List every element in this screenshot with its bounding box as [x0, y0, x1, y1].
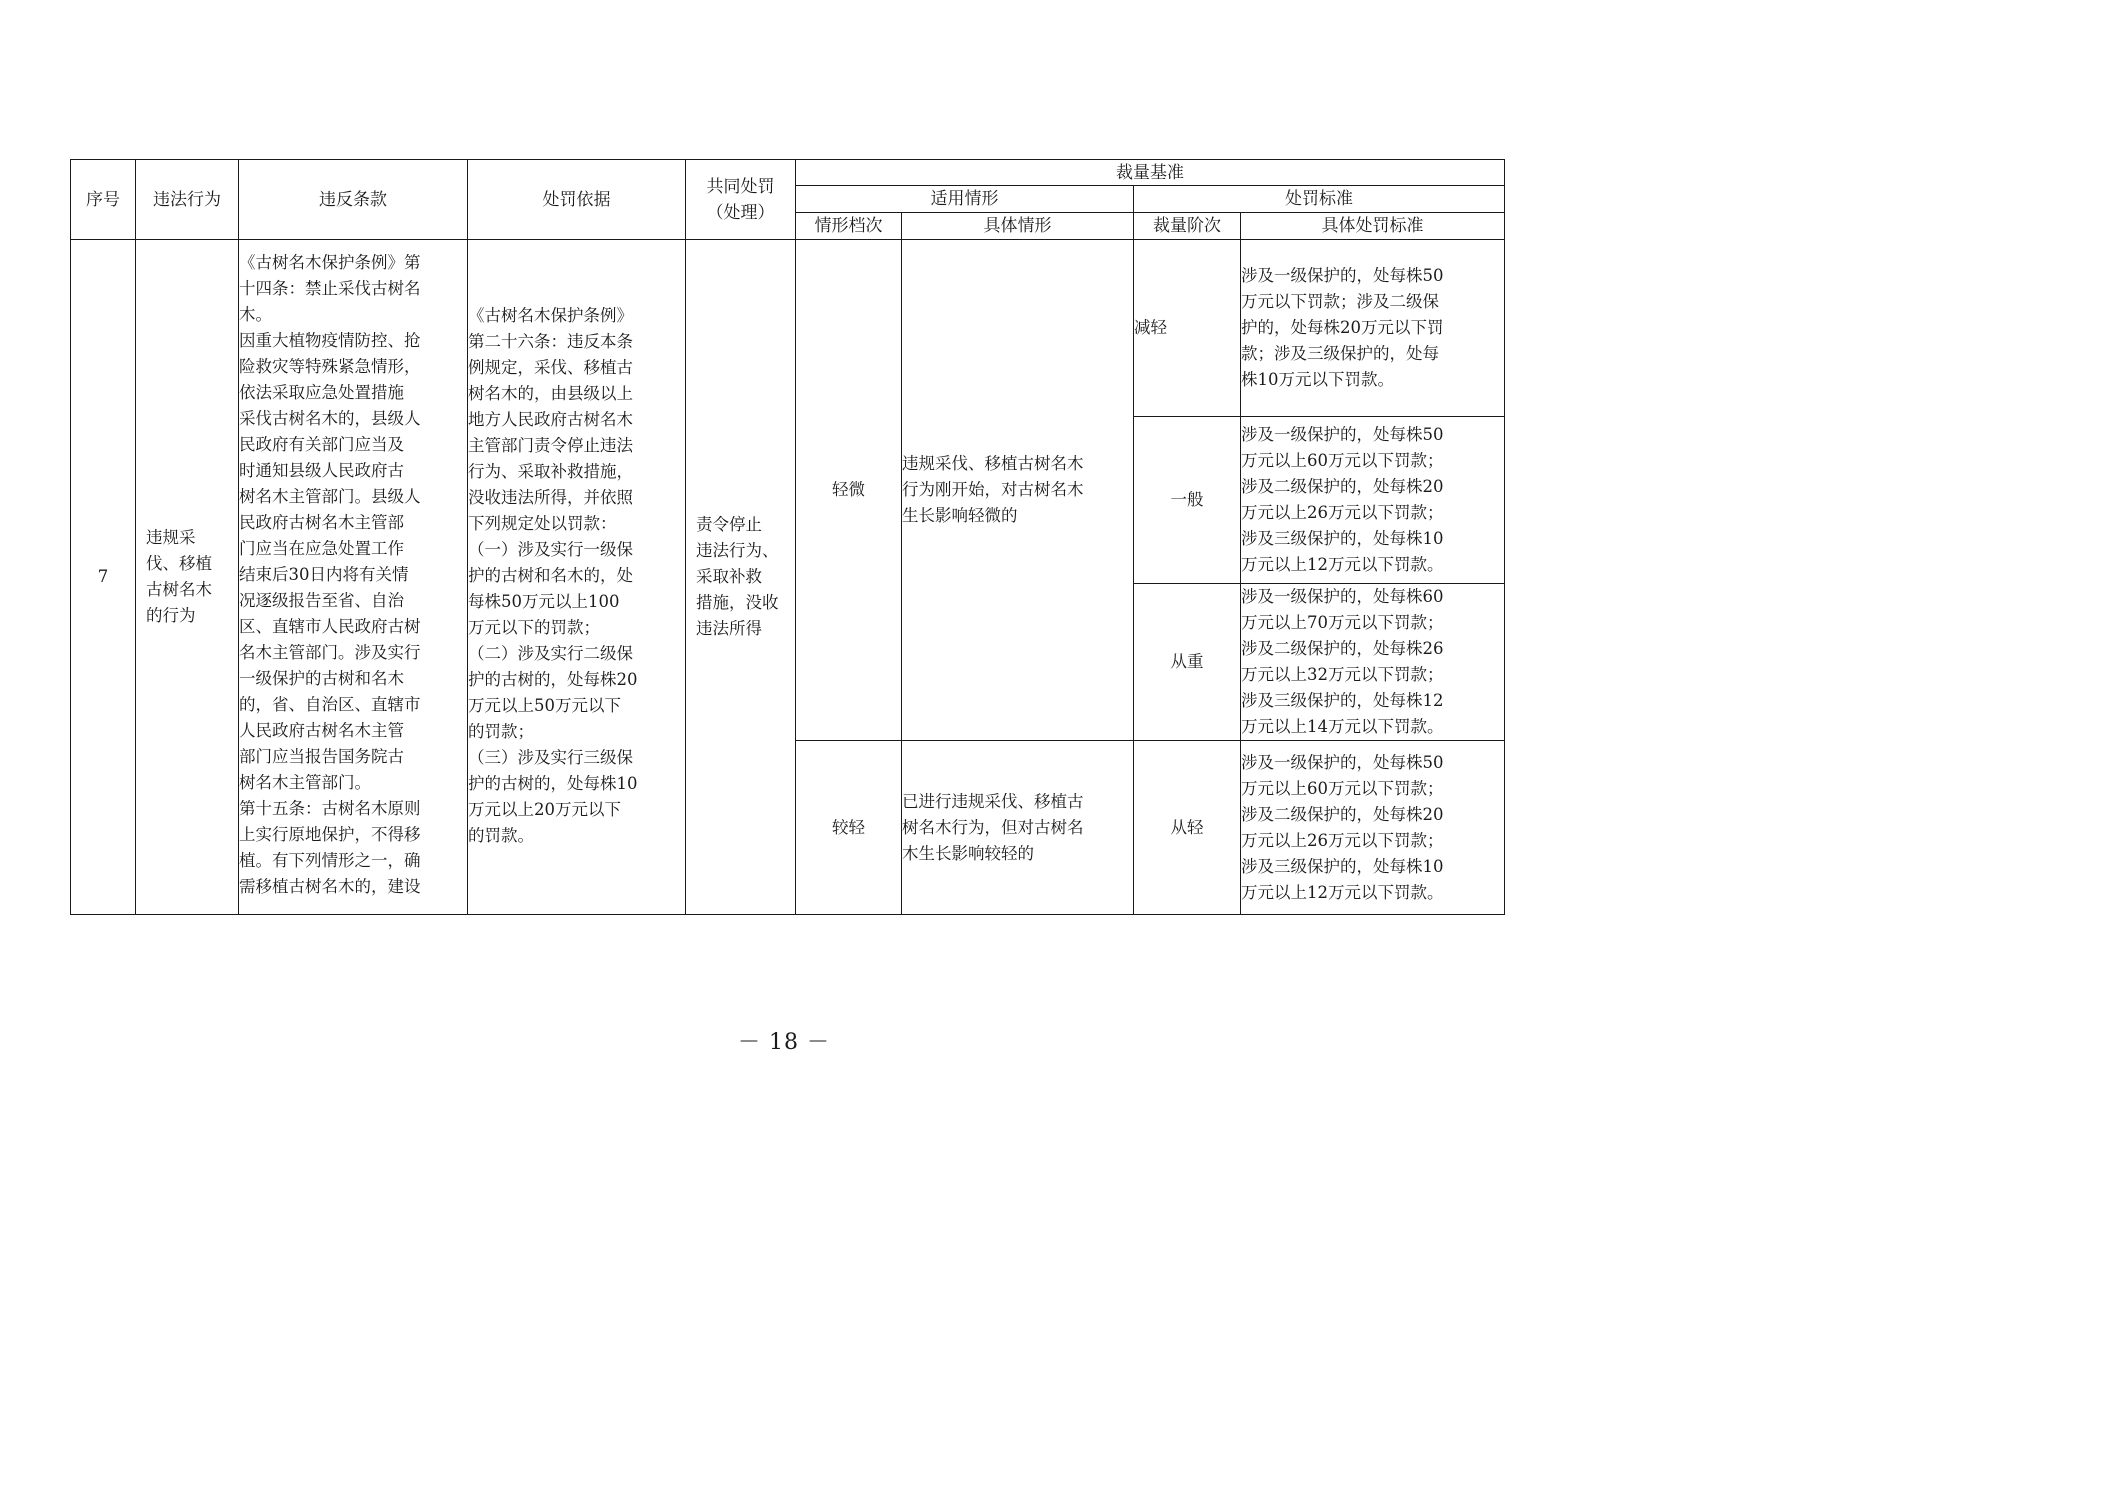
header-seq: 序号: [71, 160, 136, 240]
header-common-penalty: 共同处罚 （处理）: [686, 160, 796, 240]
situation-detail: 已进行违规采伐、移植古 树名木行为，但对古树名 木生长影响较轻的: [902, 741, 1134, 915]
header-grade: 裁量阶次: [1134, 213, 1241, 240]
header-discretion: 裁量基准: [796, 160, 1505, 186]
table-row: [71, 240, 1505, 417]
penalty-standard: 涉及一级保护的，处每株50 万元以上60万元以下罚款； 涉及二级保护的，处每株20 万元以上26万元以下罚款； 涉及三级保护的，处每株10 万元以上12万元以下罚款。: [1241, 417, 1505, 584]
header-situation: 适用情形: [796, 186, 1134, 213]
row-clause: 《古树名木保护条例》第 十四条：禁止采伐古树名 木。 因重大植物疫情防控、抢 险救灾等特殊紧急情形， 依法采取应急处置措施 采伐古树名木的，县级人 民政府有关部门应当及 时通知县级人民政府古 树名木主管部门。县级人 民政府古树名木主管部 门应当在应急处置工作 结束后30日内将有关情 况逐级报告至省、自治 区、直辖市人民政府古树 名木主管部门。涉及实行 一级保护的古树和名木 的，省、自治区、直辖市 人民政府古树名木主管 部门应当报告国务院古 树名木主管部门。 第十五条：古树名木原则 上实行原地保护，不得移 植。有下列情形之一，确 需移植古树名木的，建设: [239, 240, 468, 915]
penalty-standard: 涉及一级保护的，处每株50 万元以上60万元以下罚款； 涉及二级保护的，处每株20 万元以上26万元以下罚款； 涉及三级保护的，处每株10 万元以上12万元以下罚款。: [1241, 741, 1505, 915]
grade-label: 从轻: [1134, 741, 1241, 915]
situation-detail: 违规采伐、移植古树名木 行为刚开始，对古树名木 生长影响轻微的: [902, 240, 1134, 741]
grade-label: 减轻: [1134, 240, 1241, 417]
header-penalty: 具体处罚标准: [1241, 213, 1505, 240]
situation-level: 较轻: [796, 741, 902, 915]
header-act: 违法行为: [136, 160, 239, 240]
grade-label: 从重: [1134, 584, 1241, 741]
row-act: 违规采 伐、移植 古树名木 的行为: [136, 240, 239, 915]
header-standard: 处罚标准: [1134, 186, 1505, 213]
header-clause: 违反条款: [239, 160, 468, 240]
situation-level: 轻微: [796, 240, 902, 741]
discretion-table: [70, 159, 1505, 915]
header-level: 情形档次: [796, 213, 902, 240]
row-common-penalty: 责令停止 违法行为、 采取补救 措施，没收 违法所得: [686, 240, 796, 915]
page-number: － 18 －: [738, 1030, 830, 1055]
penalty-standard: 涉及一级保护的，处每株60 万元以上70万元以下罚款； 涉及二级保护的，处每株26 万元以上32万元以下罚款； 涉及三级保护的，处每株12 万元以上14万元以下罚款。: [1241, 584, 1505, 741]
grade-label: 一般: [1134, 417, 1241, 584]
header-detail: 具体情形: [902, 213, 1134, 240]
header-basis: 处罚依据: [468, 160, 686, 240]
row-basis: 《古树名木保护条例》 第二十六条：违反本条 例规定，采伐、移植古 树名木的，由县级以上 地方人民政府古树名木 主管部门责令停止违法 行为、采取补救措施， 没收违法所得，并依照 下列规定处以罚款： （一）涉及实行一级保 护的古树和名木的，处 每株50万元以上100 万元以下的罚款； （二）涉及实行二级保 护的古树的，处每株20 万元以上50万元以下 的罚款； （三）涉及实行三级保 护的古树的，处每株10 万元以上20万元以下 的罚款。: [468, 240, 686, 915]
penalty-standard: 涉及一级保护的，处每株50 万元以下罚款；涉及二级保 护的，处每株20万元以下罚 款；涉及三级保护的，处每 株10万元以下罚款。: [1241, 240, 1505, 417]
row-seq: 7: [71, 240, 136, 915]
